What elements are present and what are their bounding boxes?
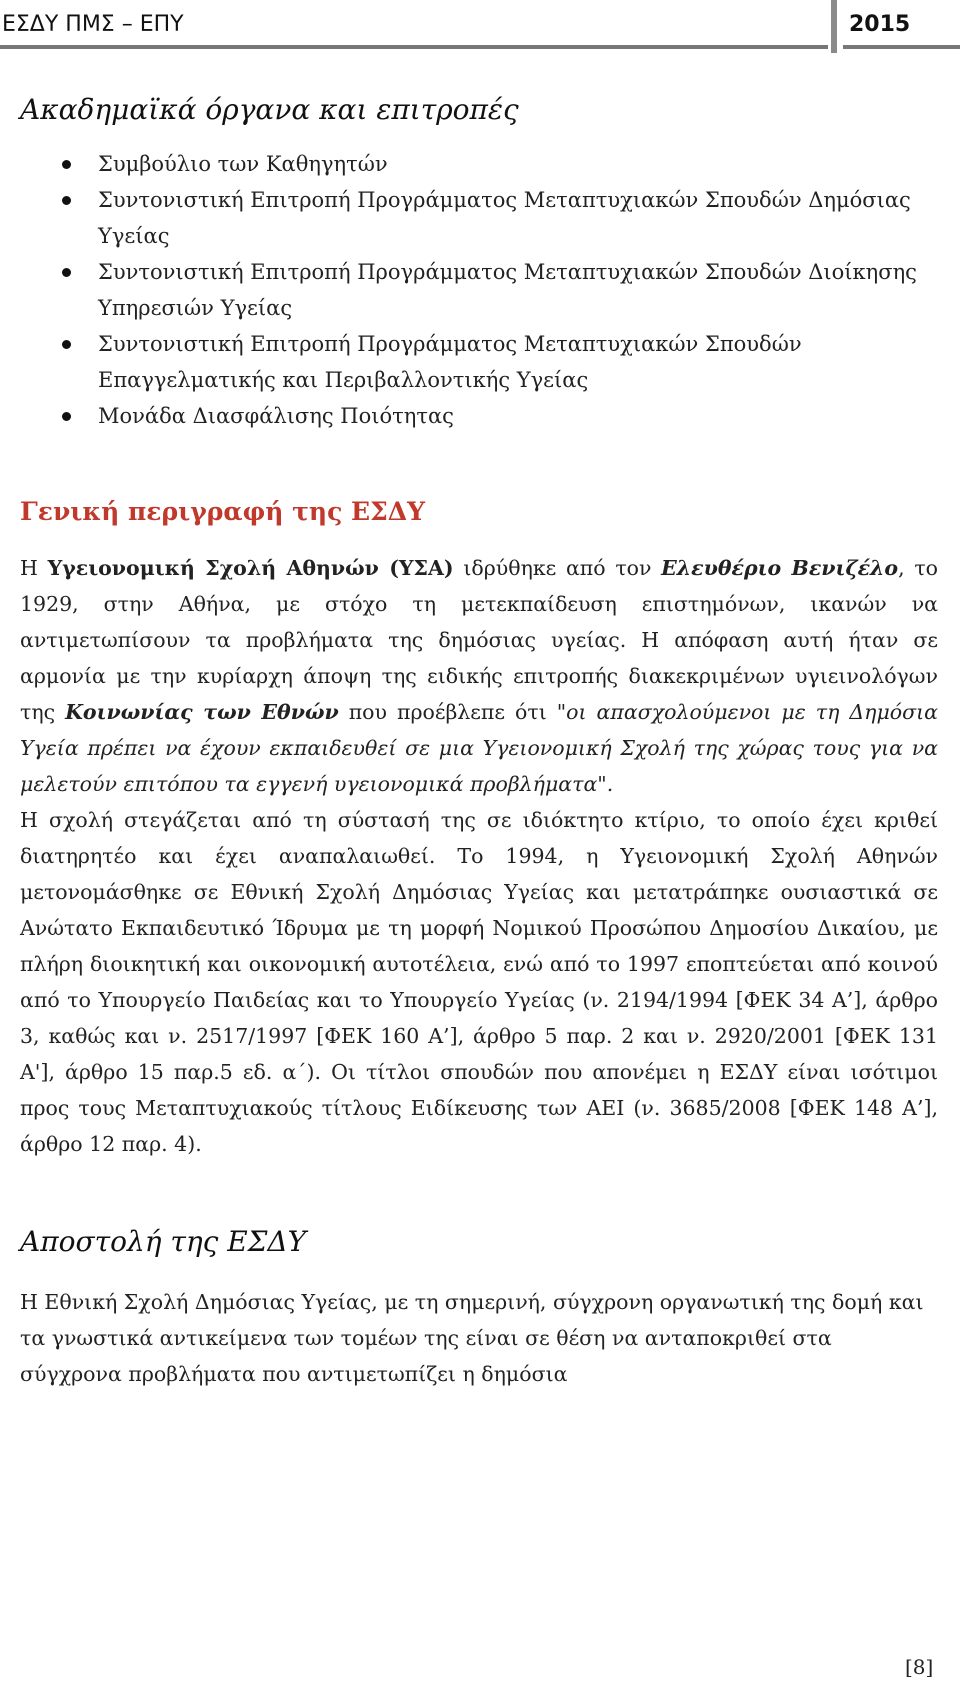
- founder-name: Ελευθέριο Βενιζέλο: [661, 556, 899, 580]
- page-header: [0, 0, 960, 56]
- text: ιδρύθηκε από τον: [453, 556, 662, 580]
- list-item: Συντονιστική Επιτροπή Προγράμματος Μεταπτυχιακών Σπουδών Διοίκησης Υπηρεσιών Υγείας: [20, 254, 938, 326]
- list-item: Μονάδα Διασφάλισης Ποιότητας: [20, 398, 938, 434]
- text: που προέβλεπε ότι: [338, 700, 557, 724]
- header-year: 2015: [843, 0, 960, 49]
- paragraph-mission: Η Εθνική Σχολή Δημόσιας Υγείας, με τη σημερινή, σύγχρονη οργανωτική της δομή και τα γνωστικά αντικείμενα των τομέων της είναι σε θέση να ανταποκριθεί στα σύγχρονα προβλήματα που αντιμετωπίζει η δημόσια: [20, 1290, 924, 1386]
- header-title: ΕΣΔΥ ΠΜΣ – ΕΠΥ: [0, 0, 828, 49]
- league-of-nations: Κοινωνίας των Εθνών: [65, 700, 339, 724]
- section-heading-mission: Αποστολή της ΕΣΔΥ: [20, 1225, 307, 1258]
- school-name-bold: Υγειονομική Σχολή Αθηνών (ΥΣΑ): [47, 556, 454, 580]
- document-body: [20, 86, 938, 1392]
- list-item: Συντονιστική Επιτροπή Προγράμματος Μεταπτυχιακών Σπουδών Επαγγελματικής και Περιβαλλοντικής Υγείας: [20, 326, 938, 398]
- committees-list: [20, 146, 938, 434]
- text: Η: [20, 556, 48, 580]
- section-heading-general-description: Γενική περιγραφή της ΕΣΔΥ: [20, 497, 425, 526]
- paragraph-history: [20, 550, 938, 802]
- page-number: [8]: [905, 1655, 934, 1679]
- list-item: Συμβούλιο των Καθηγητών: [20, 146, 938, 182]
- section-heading-academic-bodies: Ακαδημαϊκά όργανα και επιτροπές: [20, 93, 519, 126]
- paragraph-building: Η σχολή στεγάζεται από τη σύστασή της σε ιδιόκτητο κτίριο, το οποίο έχει κριθεί διατηρητέο και έχει αναπαλαιωθεί. Το 1994, η Υγειονομική Σχολή Αθηνών μετονομάσθηκε σε Εθνική Σχολή Δημόσιας Υγείας και μετατράπηκε ουσιαστικά σε Ανώτατο Εκπαιδευτικό Ίδρυμα με τη μορφή Νομικού Προσώπου Δημοσίου Δικαίου, με πλήρη διοικητική και οικονομική αυτοτέλεια, ενώ από το 1997 εποπτεύεται από κοινού από το Υπουργείο Παιδείας και το Υπουργείο Υγείας (ν. 2194/1994 [ΦΕΚ 34 Α’], άρθρο 3, καθώς και ν. 2517/1997 [ΦΕΚ 160 Α’], άρθρο 5 παρ. 2 και ν. 2920/2001 [ΦΕΚ 131 Α'], άρθρο 15 παρ.5 εδ. α΄). Οι τίτλοι σπουδών που απονέμει η ΕΣΔΥ είναι ισότιμοι προς τους Μεταπτυχιακούς τίτλους Ειδίκευσης των ΑΕΙ (ν. 3685/2008 [ΦΕΚ 148 Α’], άρθρο 12 παρ. 4).: [20, 808, 938, 1156]
- list-item: Συντονιστική Επιτροπή Προγράμματος Μεταπτυχιακών Σπουδών Δημόσιας Υγείας: [20, 182, 938, 254]
- header-separator: [831, 0, 837, 53]
- text: , το 1929, στην Αθήνα, με στόχο τη μετεκπαίδευση επιστημόνων, ικανών να αντιμετωπίσουν τα προβλήματα της δημόσιας υγείας. Η απόφαση αυτή ήταν σε αρμονία με την κυρίαρχη άποψη της ειδικής επιτροπής διακεκριμένων υγιεινολόγων της: [20, 556, 938, 724]
- quote: "οι απασχολούμενοι με τη Δημόσια Υγεία πρέπει να έχουν εκπαιδευθεί σε μια Υγειονομική Σχολή της χώρας τους για να μελετούν επιτόπου τα εγγενή υγειονομικά προβλήματα".: [20, 700, 938, 796]
